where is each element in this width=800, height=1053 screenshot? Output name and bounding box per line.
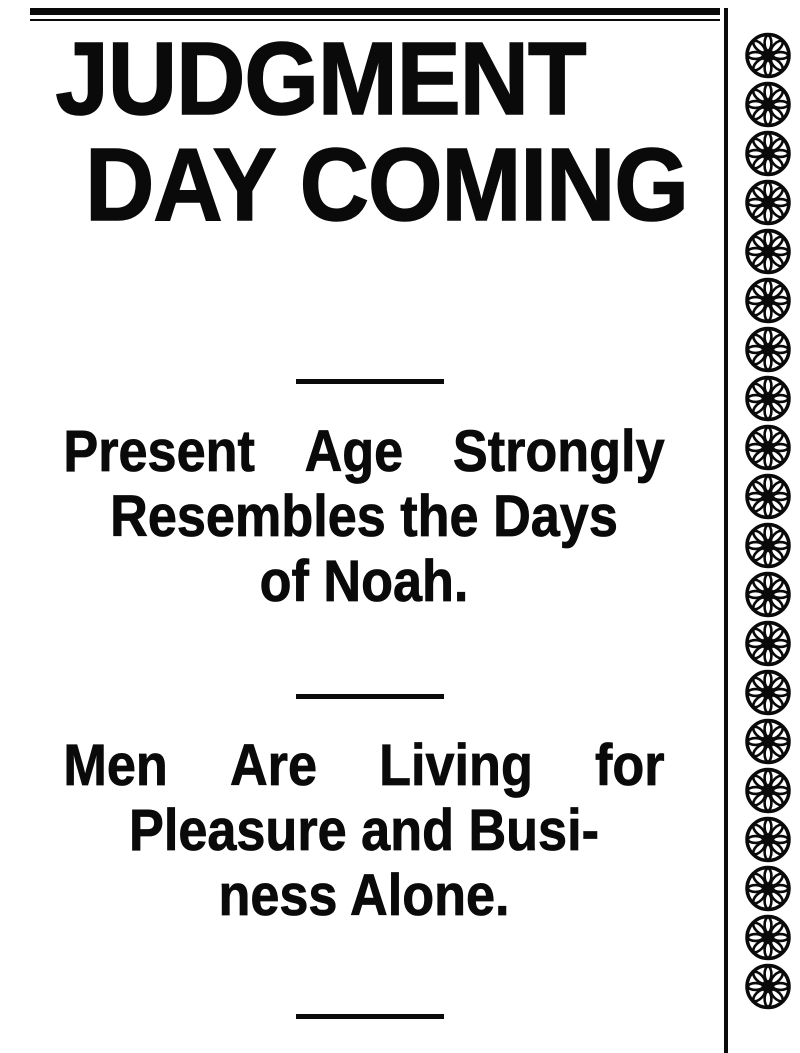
- headline-line-1: JUDGMENT: [55, 21, 586, 136]
- subhead1-line-2: Resembles the Days: [110, 483, 618, 549]
- floral-rosette-icon: [743, 618, 793, 669]
- floral-rosette-icon: [743, 177, 793, 228]
- subhead1-word-1: Present: [63, 419, 255, 484]
- floral-rosette-icon: [743, 30, 793, 81]
- floral-rosette-icon: [743, 716, 793, 767]
- floral-rosette-icon: [743, 79, 793, 130]
- floral-rosette-icon: [743, 961, 793, 1012]
- subhead1-word-3: Strongly: [452, 419, 665, 484]
- subhead2-line-2: Pleasure and Busi-: [129, 797, 599, 863]
- subhead2-line-3: ness Alone.: [218, 862, 510, 928]
- floral-rosette-icon: [743, 569, 793, 620]
- floral-rosette-icon: [743, 814, 793, 865]
- floral-rosette-icon: [743, 912, 793, 963]
- subhead2-line-1: [49, 734, 679, 799]
- floral-rosette-icon: [743, 373, 793, 424]
- subhead2-word-4: for: [594, 733, 665, 798]
- subhead-block-1: [49, 420, 679, 615]
- subhead2-word-3: Living: [379, 733, 533, 798]
- floral-rosette-icon: [743, 667, 793, 718]
- subhead1-line-3: of Noah.: [259, 548, 469, 614]
- floral-rosette-icon: [743, 520, 793, 571]
- subhead2-word-2: Are: [229, 733, 317, 798]
- column-divider-rule: [724, 8, 728, 1053]
- divider-rule-3: [296, 1014, 444, 1019]
- floral-rosette-icon: [743, 275, 793, 326]
- ornamental-border-column: [742, 30, 794, 1050]
- floral-rosette-icon: [743, 324, 793, 375]
- floral-rosette-icon: [743, 765, 793, 816]
- headline: [18, 21, 718, 242]
- subhead1-word-2: Age: [304, 419, 404, 484]
- divider-rule-1: [296, 379, 444, 384]
- floral-rosette-icon: [743, 226, 793, 277]
- subhead2-word-1: Men: [63, 733, 168, 798]
- floral-rosette-icon: [743, 863, 793, 914]
- floral-rosette-icon: [743, 128, 793, 179]
- headline-line-2: DAY COMING: [85, 126, 688, 242]
- subhead-block-2: [49, 734, 679, 929]
- floral-rosette-icon: [743, 471, 793, 522]
- subhead1-line-1: [49, 420, 679, 485]
- divider-rule-2: [296, 694, 444, 699]
- floral-rosette-icon: [743, 422, 793, 473]
- top-rule-thick: [30, 8, 720, 15]
